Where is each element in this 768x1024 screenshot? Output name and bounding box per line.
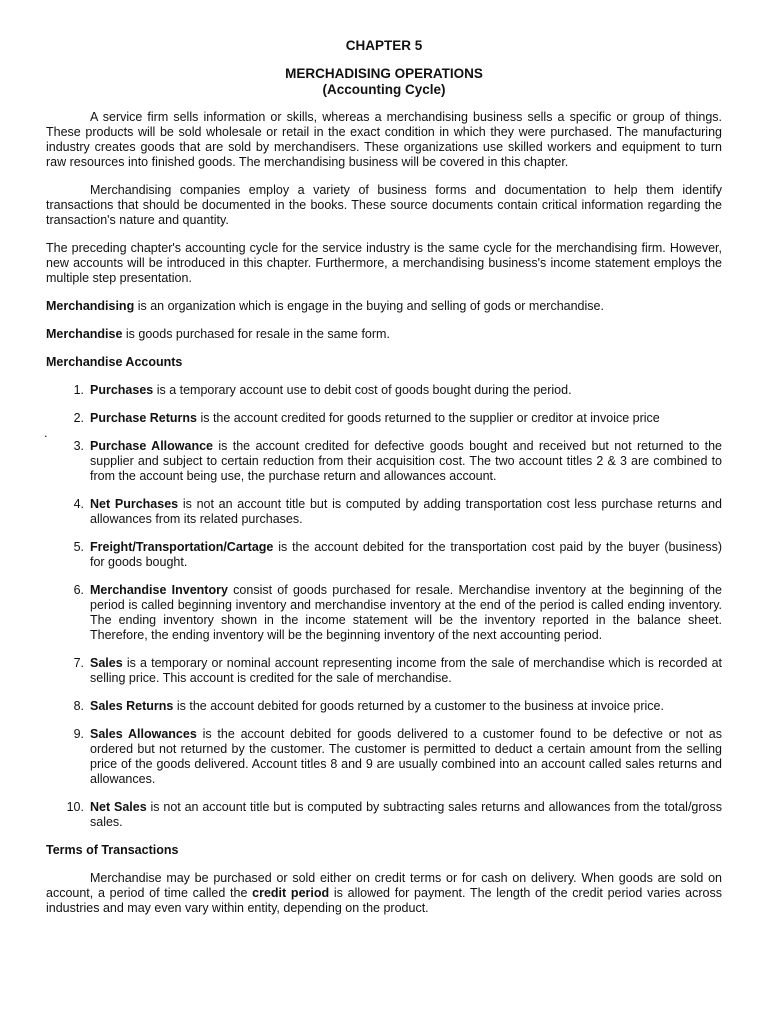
section-heading-accounts: Merchandise Accounts	[46, 355, 183, 369]
item-number: 7.	[73, 656, 84, 670]
item-number: 2.	[73, 411, 84, 425]
intro-paragraph-3: The preceding chapter's accounting cycle for the service industry is the same cycle for the merchandising firm. However, new accounts will be introduced in this chapter. Furthermore, a merchandising business's income statement employs the multiple step presentation.	[46, 241, 722, 285]
definition-term: Merchandise	[46, 327, 123, 341]
terms-paragraph	[46, 871, 722, 916]
definition-merchandise	[46, 327, 722, 342]
list-item	[46, 699, 722, 714]
list-item	[46, 727, 722, 787]
item-term: Net Sales	[90, 800, 147, 814]
list-item	[46, 497, 722, 527]
item-text: is a temporary account use to debit cost of goods bought during the period.	[153, 383, 572, 397]
item-number: 4.	[73, 497, 84, 511]
item-term: Sales Allowances	[90, 727, 197, 741]
item-term: Net Purchases	[90, 497, 179, 511]
document-page	[46, 38, 722, 929]
definition-text: is goods purchased for resale in the same form.	[122, 327, 390, 341]
title-line-1: MERCHADISING OPERATIONS	[285, 66, 483, 81]
section-heading-terms: Terms of Transactions	[46, 843, 179, 857]
intro-paragraph-1: A service firm sells information or skills, whereas a merchandising business sells a specific or group of things. These products will be sold wholesale or retail in the exact condition in which they were purchased. The manufacturing industry creates goods that are sold by merchandisers. These organizations use skilled workers and equipment to turn raw resources into finished goods. The merchandising business will be covered in this chapter.	[46, 110, 722, 169]
list-item	[46, 540, 722, 570]
definition-text: is an organization which is engage in the buying and selling of gods or merchandise.	[134, 299, 604, 313]
definition-merchandising	[46, 299, 722, 314]
stray-dot: .	[44, 426, 48, 440]
item-term: Purchases	[90, 383, 154, 397]
item-term: Freight/Transportation/Cartage	[90, 540, 274, 554]
item-term: Purchase Allowance	[90, 439, 213, 453]
item-text: is not an account title but is computed by subtracting sales returns and allowances from the total/gross sales.	[90, 800, 722, 829]
list-item	[46, 439, 722, 484]
item-text: is the account credited for goods returned to the supplier or creditor at invoice price	[196, 411, 660, 425]
item-number: 1.	[73, 383, 84, 397]
item-number: 3.	[73, 439, 84, 453]
title-line-2: (Accounting Cycle)	[322, 82, 446, 97]
list-item	[46, 583, 722, 643]
item-number: 5.	[73, 540, 84, 554]
list-item	[46, 656, 722, 686]
intro-paragraph-2: Merchandising companies employ a variety of business forms and documentation to help them identify transactions that should be documented in the books. These source documents contain critical information regarding the transaction's nature and quantity.	[46, 183, 722, 227]
item-text: is the account credited for defective goods bought and received but not returned to the supplier and subject to certain reduction from their acquisition cost. The two account titles 2 & 3 are combined to from the account being use, the purchase return and allowances account.	[90, 439, 722, 483]
item-number: 8.	[73, 699, 84, 713]
credit-period-term: credit period	[252, 886, 330, 900]
item-text: is not an account title but is computed by adding transportation cost less purchase returns and allowances from its related purchases.	[90, 497, 722, 526]
definition-term: Merchandising	[46, 299, 135, 313]
item-term: Merchandise Inventory	[90, 583, 228, 597]
terms-text-after: is allowed for payment. The length of the credit period varies across industries and may even vary within entity, depending on the product.	[46, 886, 722, 915]
item-number: 9.	[73, 727, 84, 741]
item-number: 10.	[66, 800, 84, 814]
terms-text-before: Merchandise may be purchased or sold either on credit terms or for cash on delivery. When goods are sold on account, a period of time called the	[46, 871, 722, 900]
item-text: consist of goods purchased for resale. Merchandise inventory at the beginning of the period is called beginning inventory and merchandise inventory at the end of the period is called ending inventory. The ending inventory shown in the income statement will be the inventory reported in the balance sheet. Therefore, the ending inventory will be the beginning inventory of the next accounting period.	[90, 583, 722, 642]
document-title	[46, 66, 722, 98]
item-term: Purchase Returns	[90, 411, 197, 425]
item-text: is the account debited for the transportation cost paid by the buyer (business) for goods bought.	[90, 540, 722, 569]
item-term: Sales Returns	[90, 699, 174, 713]
item-text: is the account debited for goods delivered to a customer found to be defective or not as ordered but not returned by the customer. The customer is permitted to deduct a certain amount from the selling price of the goods delivered. Account titles 8 and 9 are usually combined into an account called sales returns and allowances.	[90, 727, 723, 786]
item-text: is a temporary or nominal account representing income from the sale of merchandise which is recorded at selling price. This account is credited for the sale of merchandise.	[90, 656, 722, 685]
list-item	[46, 800, 722, 830]
item-number: 6.	[73, 583, 84, 597]
item-term: Sales	[90, 656, 123, 670]
accounts-list	[46, 383, 722, 830]
list-item	[46, 383, 722, 398]
list-item	[44, 411, 722, 440]
item-text: is the account debited for goods returned by a customer to the business at invoice price.	[173, 699, 664, 713]
chapter-label: CHAPTER 5	[345, 38, 423, 53]
